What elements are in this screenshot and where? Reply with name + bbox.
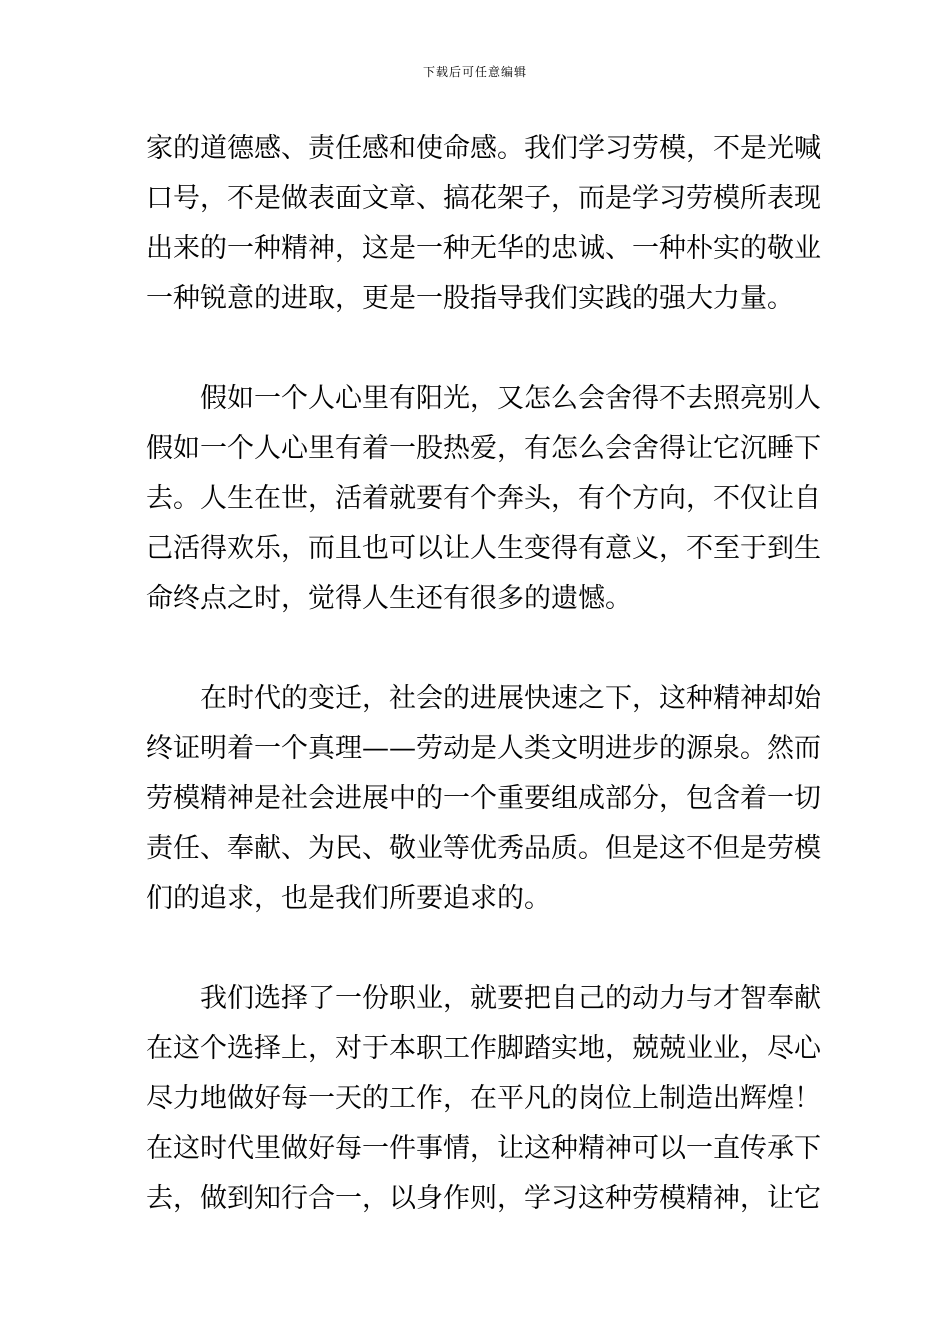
text-line: 劳模精神是社会进展中的一个重要组成部分，包含着一切 [146, 783, 821, 814]
paragraph-spacer [146, 324, 806, 374]
header-note: 下载后可任意编辑 [422, 65, 527, 79]
text-line: 去，做到知行合一，以身作则，学习这种劳模精神，让它 [146, 1183, 821, 1214]
text-line: 在这时代里做好每一件事情，让这种精神可以一直传承下 [146, 1133, 821, 1164]
text-line: 我们选择了一份职业，就要把自己的动力与才智奉献 [200, 983, 821, 1014]
text-line: 终证明着一个真理——劳动是人类文明进步的源泉。然而 [146, 733, 821, 764]
text-line: 己活得欢乐，而且也可以让人生变得有意义，不至于到生 [146, 533, 821, 564]
paragraph-spacer [146, 924, 806, 974]
paragraph-spacer [146, 624, 806, 674]
text-line: 在时代的变迁，社会的进展快速之下，这种精神却始 [200, 683, 821, 714]
text-line: 尽力地做好每一天的工作，在平凡的岗位上制造出辉煌！ [146, 1083, 821, 1114]
text-line: 在这个选择上，对于本职工作脚踏实地，兢兢业业，尽心 [146, 1033, 821, 1064]
text-line: 们的追求，也是我们所要追求的。 [146, 883, 551, 914]
paragraph-2 [146, 374, 821, 624]
text-line: 责任、奉献、为民、敬业等优秀品质。但是这不但是劳模 [146, 833, 821, 864]
text-line: 命终点之时，觉得人生还有很多的遗憾。 [146, 583, 632, 614]
text-line: 去。人生在世，活着就要有个奔头，有个方向，不仅让自 [146, 483, 821, 514]
text-line: 出来的一种精神，这是一种无华的忠诚、一种朴实的敬业 [146, 233, 821, 264]
text-line: 家的道德感、责任感和使命感。我们学习劳模，不是光喊 [146, 133, 821, 164]
text-line: 假如一个人心里有着一股热爱，有怎么会舍得让它沉睡下 [146, 433, 821, 464]
paragraph-4 [146, 974, 821, 1224]
document-body [146, 124, 821, 1224]
paragraph-1 [146, 124, 821, 324]
text-line: 假如一个人心里有阳光，又怎么会舍得不去照亮别人 [200, 383, 821, 414]
paragraph-3 [146, 674, 821, 924]
text-line: 口号，不是做表面文章、搞花架子，而是学习劳模所表现 [146, 183, 821, 214]
text-line: 一种锐意的进取，更是一股指导我们实践的强大力量。 [146, 283, 794, 314]
